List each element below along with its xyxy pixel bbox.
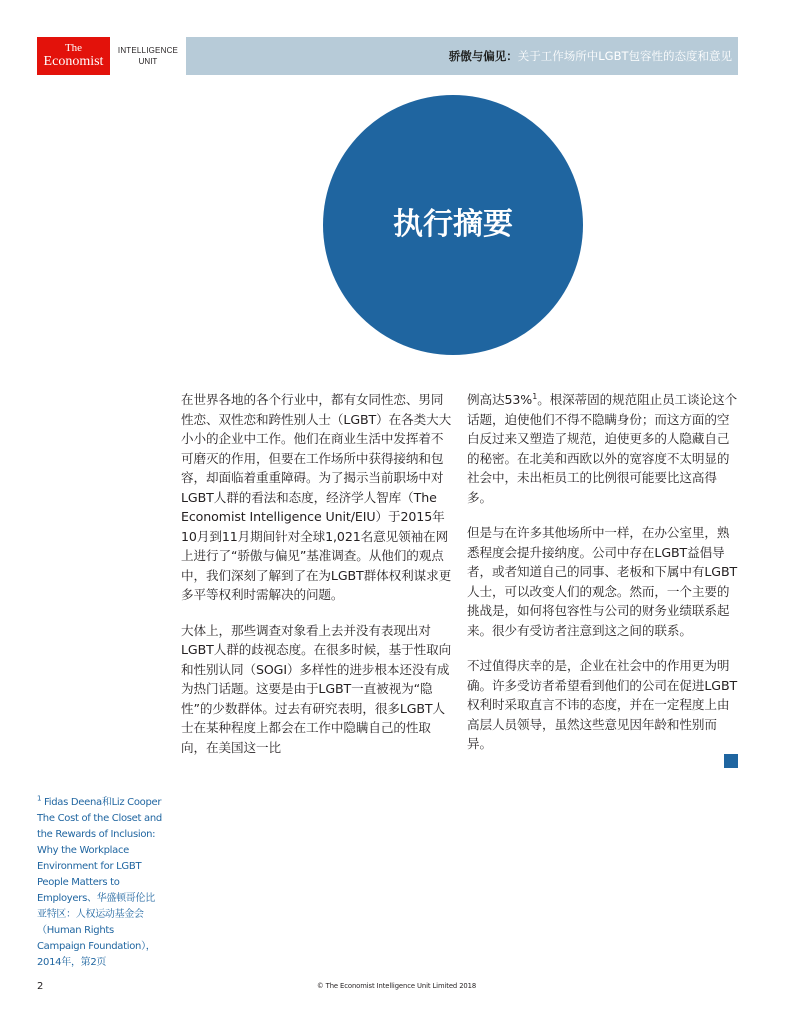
page-number: 2 [37,981,44,992]
body-column-left [181,390,453,773]
end-of-section-marker [724,754,738,768]
unit-line-2: UNIT [138,57,158,66]
paragraph [467,390,739,507]
copyright: © The Economist Intelligence Unit Limited 2018 [316,982,477,990]
footnote [37,795,163,971]
paragraph: 但是与在许多其他场所中一样，在办公室里，熟悉程度会提升接纳度。公司中存在LGBT益倡导者，或者知道自己的同事、老板和下属中有LGBT人士，可以改变人们的观念。然而，一个主要的挑战是，如何将包容性与公司的财务业绩联系起来。很少有受访者注意到这之间的联系。 [467,525,738,638]
intelligence-unit-logo [110,37,186,75]
paragraph: 大体上，那些调查对象看上去并没有表现出对LGBT人群的歧视态度。在很多时候，基于性取向和性别认同（SOGI）多样性的进步根本还没有成为热门话题。这要是由于LGBT一直被视为“隐性”的少数群体。过去有研究表明，很多LGBT人士在某种程度上都会在工作中隐瞒自己的性取向，在美国这一比 [181,622,452,755]
paragraph: 在世界各地的各个行业中，都有女同性恋、男同性恋、双性恋和跨性别人士（LGBT）在各类大大小小的企业中工作。他们在商业生活中发挥着不可磨灭的作用，但要在工作场所中获得接纳和包容，却面临着重重障碍。为了揭示当前职场中对LGBT人群的看法和态度，经济学人智库（The Economist Intelligence Unit/EIU）于2015年10月到11月期间针对全球1,021名意见领袖在网上进行了“骄傲与偏见”基准调查。从他们的观点中，我们深刻了解到了在为LGBT群体权利谋求更多平等权利时需解决的问题。 [181,392,452,602]
section-title: 执行摘要 [393,207,513,242]
report-title [449,48,732,64]
paragraph-text: 。根深蒂固的规范阻止员工谈论这个话题，迫使他们不得不隐瞒身份；而这方面的空白反过来又塑造了规范，迫使更多的人隐藏自己的秘密。在北美和西欧以外的宽容度不太明显的社会中，未出柜员工的比例很可能要比这高得多。 [467,392,738,505]
section-circle [323,95,583,355]
unit-line-1: INTELLIGENCE [117,46,179,55]
paragraph: 不过值得庆幸的是，企业在社会中的作用更为明确。许多受访者希望看到他们的公司在促进LGBT权利时采取直言不讳的态度，并在一定程度上由高层人员领导，虽然这些意见因年龄和性别而异。 [467,658,738,751]
footnote-ref: 1 [532,391,538,401]
footnote-text: Fidas Deena和Liz Cooper The Cost of the Closet and the Rewards of Inclusion: Why the Workplace Environment for LGBT People Matters to Employers、华盛顿哥伦比亚特区：人权运动基金会（Human Rights Campaign Foundation），2014年，第2页 [37,797,162,968]
report-title-bold: 骄傲与偏见： [448,49,518,63]
body-column-right [467,390,739,770]
paragraph-text: 例高达53% [467,392,533,407]
logo-line-2: Economist [43,54,104,69]
economist-logo [37,37,110,75]
logo-line-1: The [64,42,83,54]
footnote-marker: 1 [37,794,42,803]
report-title-rest: 关于工作场所中LGBT包容性的态度和意见 [517,49,732,63]
header-band [37,37,738,75]
